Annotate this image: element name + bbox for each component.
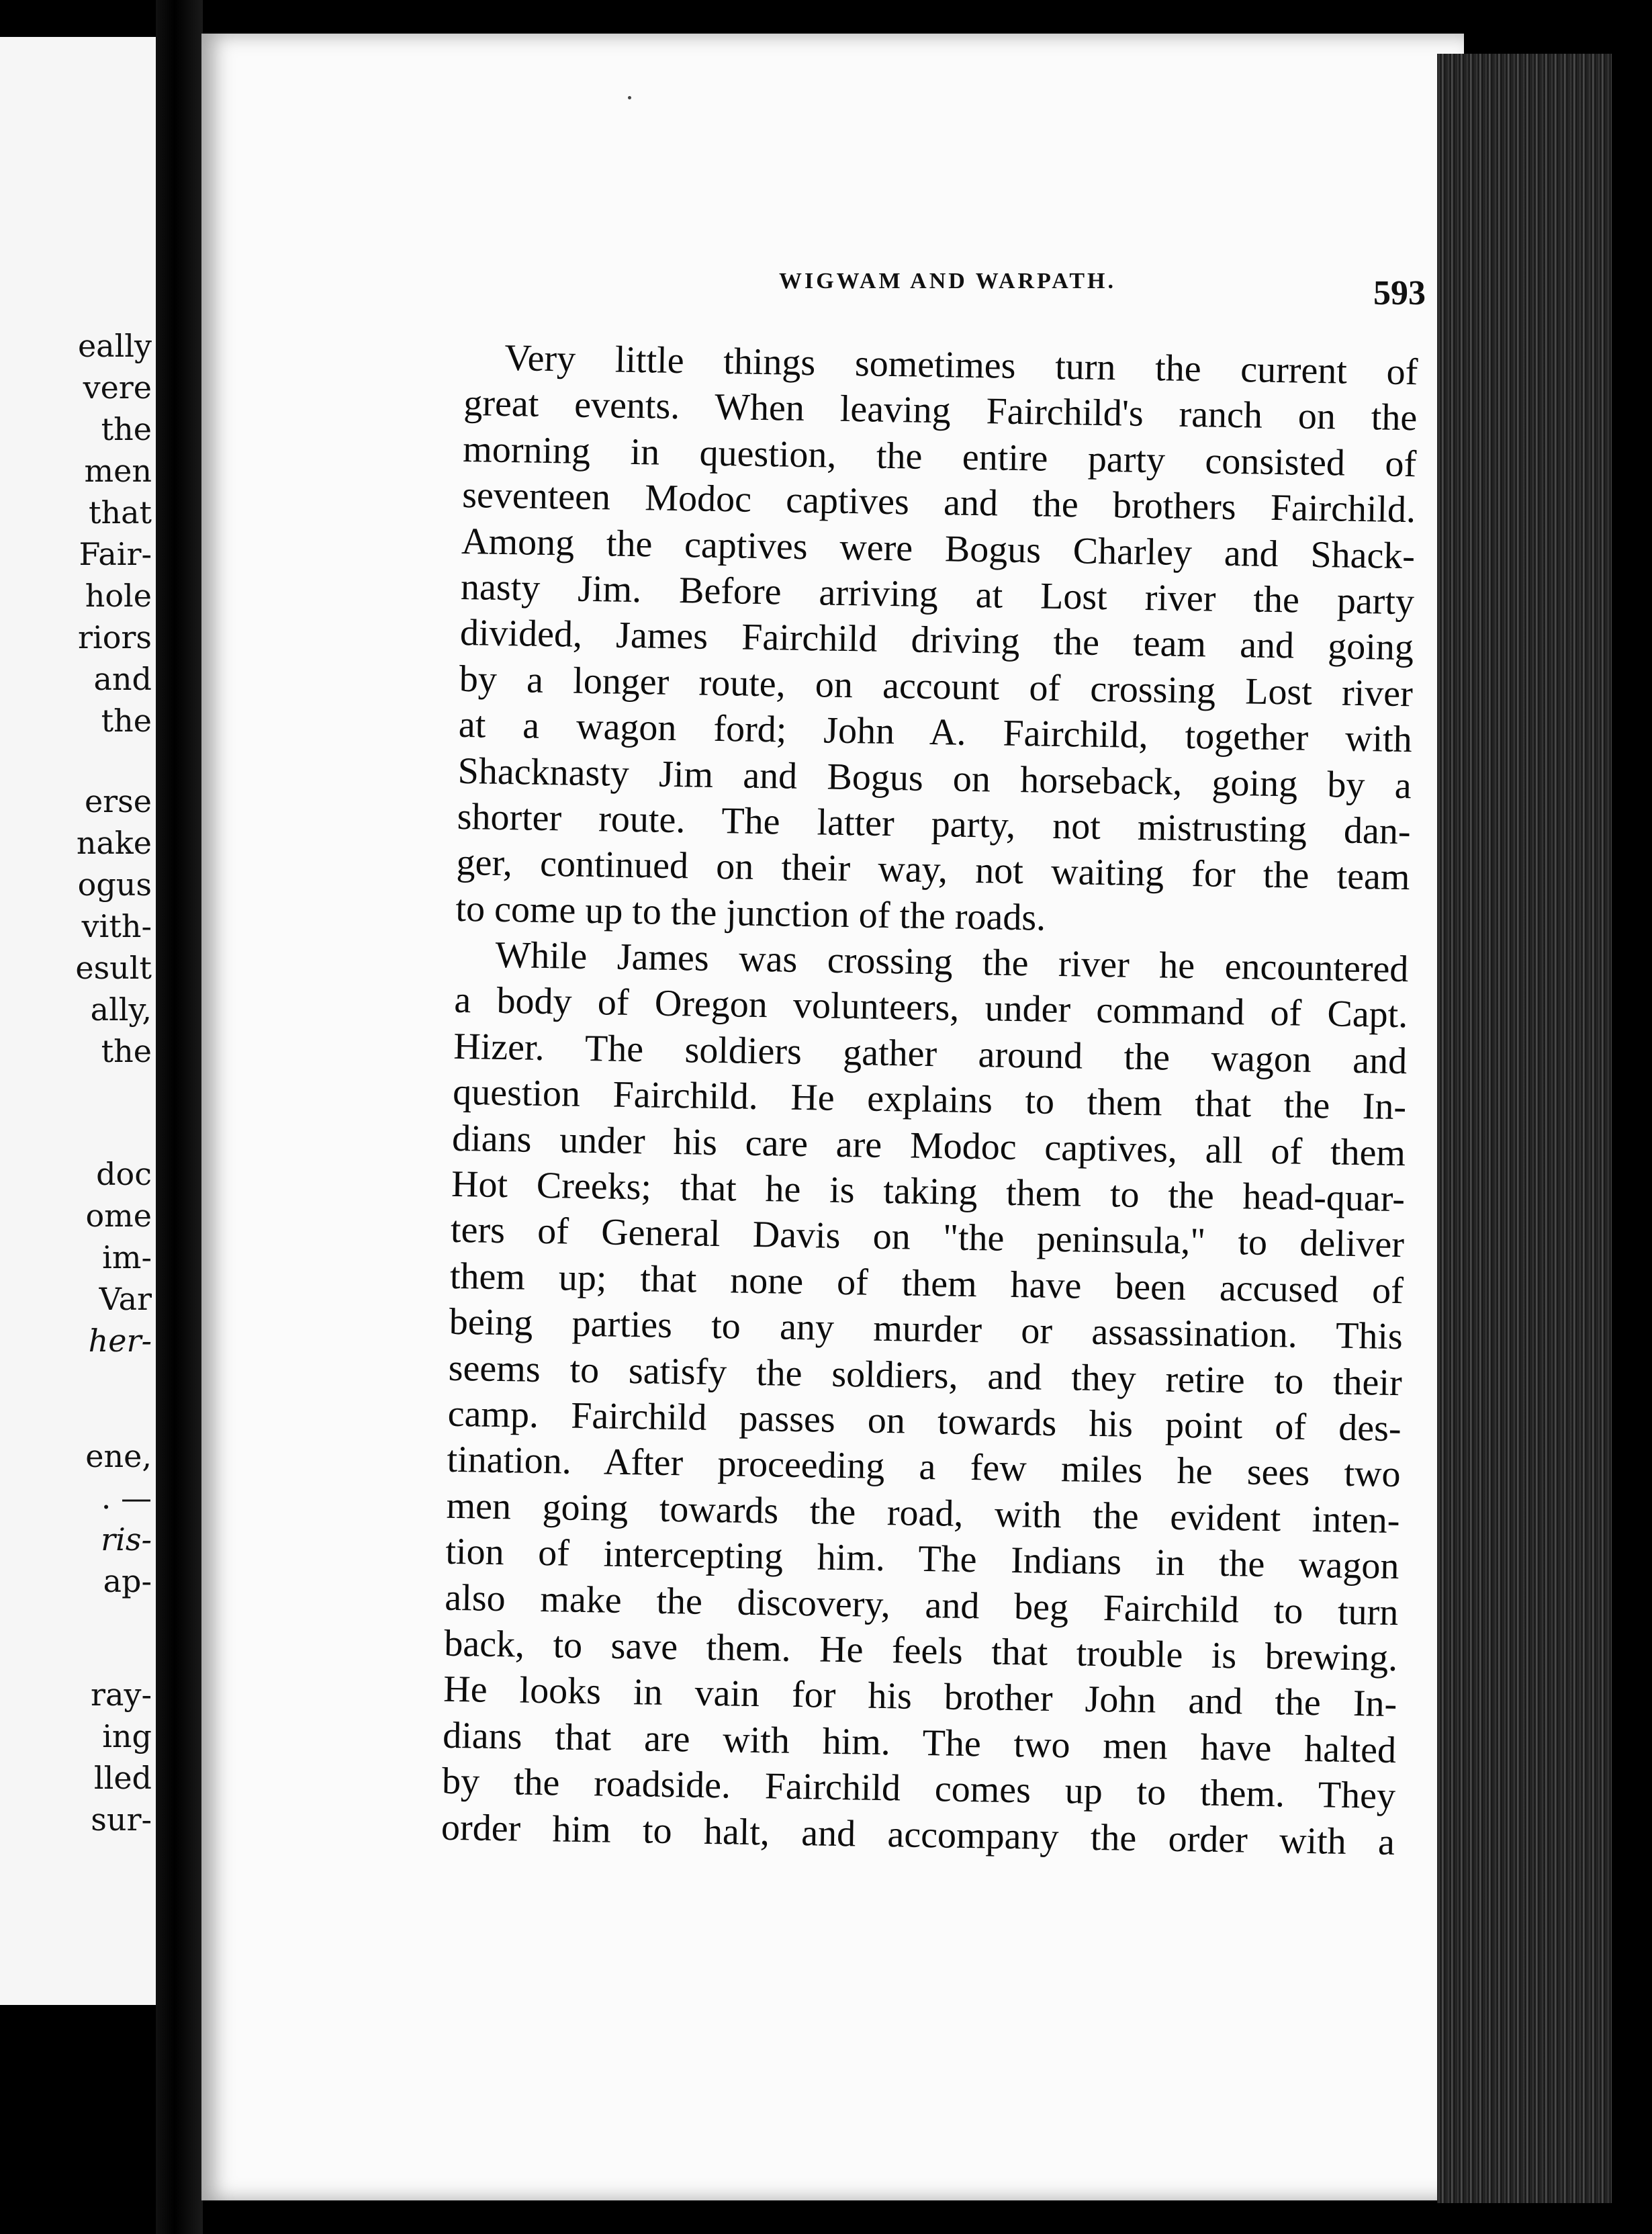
left-page-line: ris- — [101, 1521, 152, 1558]
text-line: ger, continued on their way, not waiting for the team — [456, 842, 1410, 899]
left-page-line: . — — [101, 1480, 152, 1516]
left-page-line: men — [84, 453, 152, 489]
left-page-line: the — [101, 703, 152, 739]
running-head: WIGWAM AND WARPATH. — [779, 269, 1116, 294]
scan-border — [1612, 0, 1652, 2234]
left-page-line: ray- — [91, 1677, 152, 1713]
text-line: He looks in vain for his brother John and the In- — [443, 1668, 1397, 1726]
left-page-line: riors — [78, 619, 152, 656]
left-page-line: ing — [102, 1718, 152, 1754]
left-page-line: that — [88, 494, 152, 531]
left-page-line: Var — [99, 1281, 152, 1317]
left-page-line: lled — [93, 1760, 152, 1796]
left-page-line: hole — [85, 578, 152, 614]
left-page-line: nake — [76, 825, 152, 861]
left-page-line: ome — [85, 1198, 152, 1234]
left-page-line: vith- — [81, 908, 152, 944]
text-line: morning in question, the entire party consisted of — [462, 428, 1417, 486]
page-speck — [628, 96, 631, 99]
left-page-line: eally — [77, 328, 152, 364]
left-page-line: her- — [88, 1323, 152, 1359]
left-page-line: the — [101, 411, 152, 447]
text-line: at a wagon ford; John A. Fairchild, together with — [458, 704, 1413, 761]
text-line: dians that are with him. The two men have halted — [442, 1714, 1397, 1771]
text-line: Hizer. The soldiers gather around the wagon and — [453, 1025, 1408, 1083]
left-page-line: ally, — [90, 991, 152, 1028]
text-line: dians under his care are Modoc captives, all of them — [451, 1117, 1406, 1174]
text-line: question Fairchild. He explains to them that the In- — [452, 1071, 1407, 1128]
text-line: tination. After proceeding a few miles he sees two — [447, 1439, 1401, 1496]
text-line: seventeen Modoc captives and the brothers Fairchild. — [461, 474, 1416, 531]
text-line: nasty Jim. Before arriving at Lost river the party — [460, 566, 1415, 623]
text-line: order him to halt, and accompany the order with a — [441, 1806, 1395, 1863]
left-page-line: the — [101, 1033, 152, 1069]
text-line: shorter route. The latter party, not mistrusting dan- — [457, 795, 1412, 853]
left-page-fragment — [0, 37, 160, 2005]
text-line: by a longer route, on account of crossing Lost river — [459, 658, 1414, 715]
text-line: back, to save them. He feels that trouble is brewing. — [443, 1622, 1398, 1679]
left-page-line: erse — [84, 783, 152, 819]
text-line: also make the discovery, and beg Fairchild to turn — [444, 1576, 1399, 1634]
text-line: being parties to any murder or assassination. This — [449, 1301, 1404, 1358]
left-page-line: esult — [75, 950, 152, 986]
left-page-line: ene, — [85, 1438, 152, 1474]
text-line: great events. When leaving Fairchild's ranch on the — [463, 382, 1418, 439]
text-line: men going towards the road, with the evident inten- — [446, 1484, 1400, 1542]
text-line: tion of intercepting him. The Indians in the wagon — [445, 1530, 1399, 1588]
text-line: seems to satisfy the soldiers, and they retire to their — [448, 1347, 1403, 1404]
text-line: by the roadside. Fairchild comes up to them. They — [441, 1760, 1396, 1818]
body-text — [441, 334, 1418, 1865]
left-page-line: doc — [96, 1156, 152, 1192]
left-page-line: and — [93, 661, 152, 697]
text-line: a body of Oregon volunteers, under command of Capt. — [453, 979, 1408, 1036]
left-page-line: Fair- — [79, 536, 152, 572]
text-line: Very little things sometimes turn the current of — [504, 337, 1418, 394]
text-line: ters of General Davis on "the peninsula," to deliver — [450, 1209, 1405, 1266]
right-page — [201, 34, 1464, 2200]
text-line: While James was crossing the river he encountered — [495, 934, 1409, 991]
left-page-line: im- — [102, 1239, 152, 1276]
page-number: 593 — [1373, 274, 1426, 312]
book-gutter — [156, 0, 203, 2234]
text-line: camp. Fairchild passes on towards his point of des- — [447, 1392, 1402, 1450]
text-line: Hot Creeks; that he is taking them to the head-quar- — [451, 1163, 1406, 1220]
left-page-line: ogus — [77, 866, 152, 903]
text-line: Shacknasty Jim and Bogus on horseback, going by a — [457, 750, 1412, 807]
left-page-line: ap- — [103, 1563, 152, 1599]
left-page-line: sur- — [91, 1801, 152, 1838]
text-line: Among the captives were Bogus Charley and Shack- — [461, 520, 1416, 577]
left-page-line: vere — [83, 369, 152, 406]
text-line: divided, James Fairchild driving the team and going — [459, 612, 1414, 669]
text-line: them up; that none of them have been accused of — [449, 1255, 1404, 1312]
text-line: to come up to the junction of the roads. — [455, 887, 1046, 939]
